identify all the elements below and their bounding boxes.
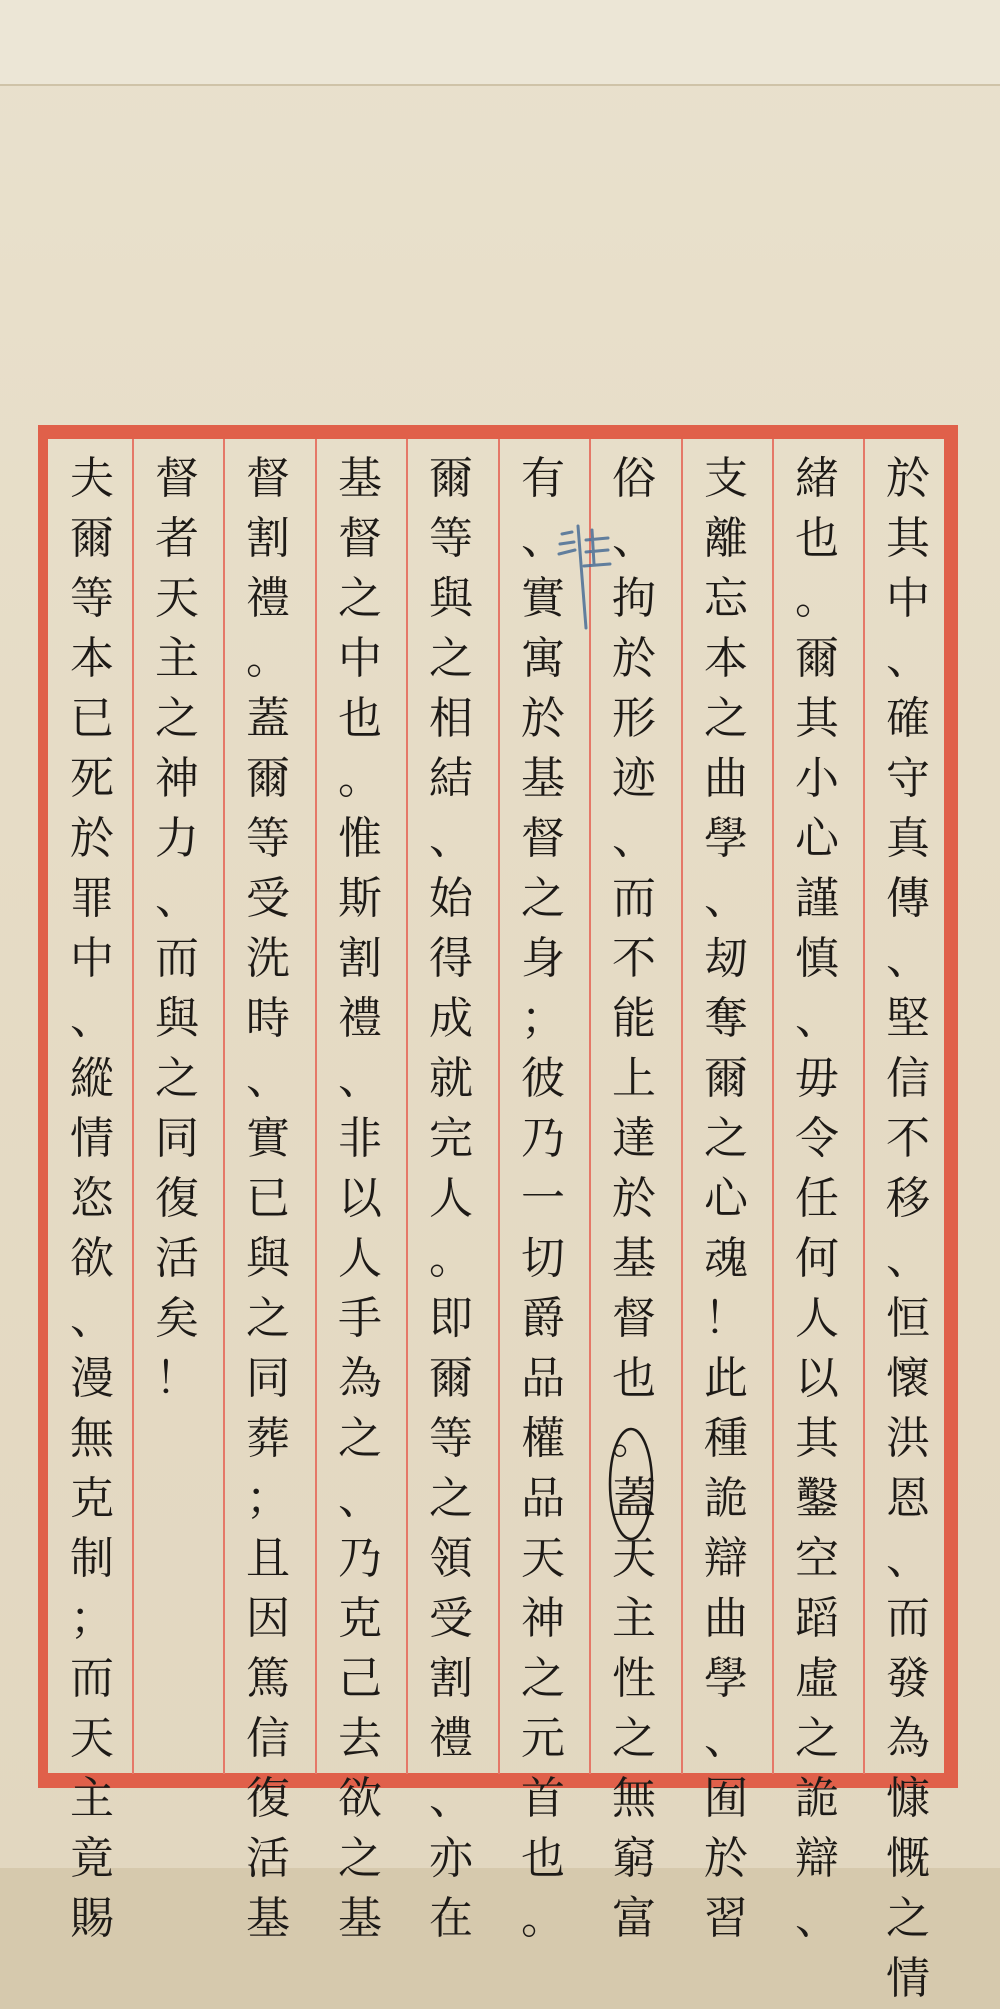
glyph: 身 (521, 933, 565, 984)
glyph: 活 (155, 1233, 199, 1284)
glyph: 、 (338, 1053, 382, 1104)
glyph: 、 (429, 1773, 473, 1824)
glyph: 欲 (338, 1773, 382, 1824)
glyph: 俗 (612, 453, 656, 504)
glyph: 情 (70, 1113, 114, 1164)
glyph: 心 (704, 1173, 748, 1224)
glyph: 惟 (338, 813, 382, 864)
glyph: 窮 (612, 1833, 656, 1884)
glyph: 等 (429, 513, 473, 564)
glyph: 爾 (704, 1053, 748, 1104)
glyph: 結 (429, 753, 473, 804)
glyph: 割 (429, 1653, 473, 1704)
glyph: 。 (612, 1413, 656, 1464)
glyph: 而 (612, 873, 656, 924)
glyph: 實 (521, 573, 565, 624)
glyph: 之 (429, 633, 473, 684)
glyph: 其 (795, 693, 839, 744)
glyph: 任 (795, 1173, 839, 1224)
glyph: 已 (70, 693, 114, 744)
glyph: 情 (886, 1953, 930, 2004)
glyph: 、 (704, 1713, 748, 1764)
glyph: 篤 (246, 1653, 290, 1704)
glyph: 為 (886, 1713, 930, 1764)
glyph: 此 (704, 1353, 748, 1404)
text-column (501, 449, 585, 1944)
glyph: 奪 (704, 993, 748, 1044)
glyph: 。 (795, 573, 839, 624)
glyph: 恣 (70, 1173, 114, 1224)
glyph: 相 (429, 693, 473, 744)
glyph: 、 (886, 633, 930, 684)
text-column (592, 449, 676, 1944)
glyph: 割 (246, 513, 290, 564)
ink-circle-annotation (606, 1425, 656, 1543)
glyph: 迹 (612, 753, 656, 804)
glyph: ； (521, 993, 565, 1044)
glyph: 辯 (795, 1833, 839, 1884)
glyph: 之 (338, 1413, 382, 1464)
glyph: 曲 (704, 1593, 748, 1644)
glyph: 完 (429, 1113, 473, 1164)
glyph: 時 (246, 993, 290, 1044)
glyph: 於 (612, 1173, 656, 1224)
glyph: 爾 (429, 453, 473, 504)
glyph: 得 (429, 933, 473, 984)
glyph: 、 (246, 1053, 290, 1104)
glyph: 習 (704, 1893, 748, 1944)
glyph: 恩 (886, 1473, 930, 1524)
glyph: 囿 (704, 1773, 748, 1824)
glyph: 、 (795, 1893, 839, 1944)
glyph: 之 (704, 693, 748, 744)
glyph: 爾 (429, 1353, 473, 1404)
glyph: 等 (429, 1413, 473, 1464)
glyph: 之 (155, 693, 199, 744)
glyph: 慨 (886, 1833, 930, 1884)
glyph: 爾 (70, 513, 114, 564)
glyph: 基 (338, 453, 382, 504)
glyph: 拘 (612, 573, 656, 624)
glyph: 本 (70, 633, 114, 684)
glyph: 神 (521, 1593, 565, 1644)
glyph: 、 (612, 513, 656, 564)
glyph: 主 (70, 1773, 114, 1824)
glyph: 之 (521, 1653, 565, 1704)
glyph: 也 (338, 693, 382, 744)
glyph: 督 (246, 453, 290, 504)
glyph: 權 (521, 1413, 565, 1464)
glyph: 天 (521, 1533, 565, 1584)
glyph: 爾 (246, 753, 290, 804)
glyph: 慷 (886, 1773, 930, 1824)
text-column (866, 449, 950, 2004)
glyph: 之 (521, 873, 565, 924)
glyph: 、 (338, 1473, 382, 1524)
glyph: 夫 (70, 453, 114, 504)
glyph: 信 (886, 1053, 930, 1104)
glyph: 同 (246, 1353, 290, 1404)
glyph: 在 (429, 1893, 473, 1944)
glyph: 漫 (70, 1353, 114, 1404)
glyph: 去 (338, 1713, 382, 1764)
glyph: 辯 (704, 1533, 748, 1584)
glyph: 基 (521, 753, 565, 804)
glyph: 以 (338, 1173, 382, 1224)
glyph: 達 (612, 1113, 656, 1164)
glyph: 等 (70, 573, 114, 624)
glyph: 也 (795, 513, 839, 564)
glyph: 彼 (521, 1053, 565, 1104)
glyph: 慎 (795, 933, 839, 984)
glyph: 一 (521, 1173, 565, 1224)
glyph: 力 (155, 813, 199, 864)
glyph: 死 (70, 753, 114, 804)
glyph: 也 (521, 1833, 565, 1884)
glyph: 制 (70, 1533, 114, 1584)
glyph: ； (70, 1593, 114, 1644)
glyph: 蹈 (795, 1593, 839, 1644)
glyph: 活 (246, 1833, 290, 1884)
glyph: 爵 (521, 1293, 565, 1344)
glyph: 其 (795, 1413, 839, 1464)
glyph: 令 (795, 1113, 839, 1164)
glyph: 之 (338, 573, 382, 624)
glyph: 心 (795, 813, 839, 864)
glyph: 與 (246, 1233, 290, 1284)
glyph: 信 (246, 1713, 290, 1764)
glyph: ； (246, 1473, 290, 1524)
glyph: 首 (521, 1773, 565, 1824)
glyph: 始 (429, 873, 473, 924)
glyph: 洪 (886, 1413, 930, 1464)
text-column (684, 449, 768, 1944)
glyph: 鑿 (795, 1473, 839, 1524)
glyph: 中 (886, 573, 930, 624)
glyph: 乃 (338, 1533, 382, 1584)
glyph: 成 (429, 993, 473, 1044)
glyph: 而 (70, 1653, 114, 1704)
glyph: 已 (246, 1173, 290, 1224)
glyph: 禮 (429, 1713, 473, 1764)
glyph: 人 (795, 1293, 839, 1344)
glyph: 而 (886, 1593, 930, 1644)
glyph: 且 (246, 1533, 290, 1584)
glyph: 詭 (704, 1473, 748, 1524)
glyph: 受 (246, 873, 290, 924)
column-rule (406, 439, 408, 1774)
glyph: 督 (521, 813, 565, 864)
glyph: 移 (886, 1173, 930, 1224)
text-column (775, 449, 859, 1944)
glyph: 等 (246, 813, 290, 864)
glyph: 品 (521, 1353, 565, 1404)
glyph: 受 (429, 1593, 473, 1644)
glyph: 與 (429, 573, 473, 624)
glyph: 無 (70, 1413, 114, 1464)
glyph: 於 (886, 453, 930, 504)
glyph: 曲 (704, 753, 748, 804)
glyph: 矣 (155, 1293, 199, 1344)
glyph: 於 (521, 693, 565, 744)
glyph: 罪 (70, 873, 114, 924)
glyph: 詭 (795, 1773, 839, 1824)
glyph: 毋 (795, 1053, 839, 1104)
glyph: 亦 (429, 1833, 473, 1884)
glyph: 、 (886, 933, 930, 984)
column-rule (315, 439, 317, 1774)
glyph: 、 (886, 1233, 930, 1284)
glyph: 乃 (521, 1113, 565, 1164)
glyph: 元 (521, 1713, 565, 1764)
glyph: 主 (612, 1593, 656, 1644)
glyph: 於 (612, 633, 656, 684)
glyph: 復 (246, 1773, 290, 1824)
glyph: 人 (429, 1173, 473, 1224)
glyph: 中 (70, 933, 114, 984)
glyph: 實 (246, 1113, 290, 1164)
glyph: 基 (246, 1893, 290, 1944)
glyph: 虛 (795, 1653, 839, 1704)
glyph: 品 (521, 1473, 565, 1524)
column-rule (498, 439, 500, 1774)
glyph: 堅 (886, 993, 930, 1044)
glyph: 支 (704, 453, 748, 504)
glyph: 。 (246, 633, 290, 684)
glyph: 恒 (886, 1293, 930, 1344)
glyph: 、 (612, 813, 656, 864)
glyph: 魂 (704, 1233, 748, 1284)
text-column (226, 449, 310, 1944)
glyph: 、 (886, 1533, 930, 1584)
glyph: 天 (155, 573, 199, 624)
glyph: 學 (704, 1653, 748, 1704)
text-column (135, 449, 219, 1769)
glyph: 克 (70, 1473, 114, 1524)
glyph: 督 (612, 1293, 656, 1344)
glyph: 守 (886, 753, 930, 804)
glyph: 種 (704, 1413, 748, 1464)
glyph: 人 (338, 1233, 382, 1284)
glyph: 忘 (704, 573, 748, 624)
glyph: 手 (338, 1293, 382, 1344)
glyph: 空 (795, 1533, 839, 1584)
glyph: 、 (70, 1293, 114, 1344)
glyph: 小 (795, 753, 839, 804)
glyph: 、 (795, 993, 839, 1044)
glyph: 離 (704, 513, 748, 564)
glyph: 。 (338, 753, 382, 804)
glyph: 督 (155, 453, 199, 504)
glyph: 確 (886, 693, 930, 744)
glyph: 者 (155, 513, 199, 564)
glyph: 基 (338, 1893, 382, 1944)
glyph: 洗 (246, 933, 290, 984)
glyph: 不 (612, 933, 656, 984)
column-rule (589, 439, 591, 1774)
glyph: 、 (70, 993, 114, 1044)
glyph: 與 (155, 993, 199, 1044)
glyph: 克 (338, 1593, 382, 1644)
glyph: 於 (70, 813, 114, 864)
glyph: 割 (338, 933, 382, 984)
glyph: 天 (612, 1533, 656, 1584)
glyph: 復 (155, 1173, 199, 1224)
glyph: 富 (612, 1893, 656, 1944)
glyph: 、 (429, 813, 473, 864)
glyph: ！ (704, 1293, 748, 1344)
glyph: 葬 (246, 1413, 290, 1464)
glyph: 神 (155, 753, 199, 804)
glyph: 禮 (338, 993, 382, 1044)
glyph: 寓 (521, 633, 565, 684)
glyph: 竟 (70, 1833, 114, 1884)
glyph: 非 (338, 1113, 382, 1164)
glyph: 而 (155, 933, 199, 984)
glyph: 之 (704, 1113, 748, 1164)
glyph: 形 (612, 693, 656, 744)
glyph: 傳 (886, 873, 930, 924)
glyph: 緒 (795, 453, 839, 504)
glyph: 蓋 (612, 1473, 656, 1524)
glyph: 真 (886, 813, 930, 864)
glyph: 也 (612, 1353, 656, 1404)
glyph: 即 (429, 1293, 473, 1344)
glyph: 於 (704, 1833, 748, 1884)
glyph: 有 (521, 453, 565, 504)
glyph: ！ (155, 1353, 199, 1404)
glyph: 不 (886, 1113, 930, 1164)
glyph: 督 (338, 513, 382, 564)
glyph: 賜 (70, 1893, 114, 1944)
glyph: 刼 (704, 933, 748, 984)
handwritten-margin-note (556, 520, 612, 630)
glyph: 之 (795, 1713, 839, 1764)
glyph: 欲 (70, 1233, 114, 1284)
glyph: 己 (338, 1653, 382, 1704)
glyph: 發 (886, 1653, 930, 1704)
glyph: 同 (155, 1113, 199, 1164)
glyph: 之 (246, 1293, 290, 1344)
glyph: 其 (886, 513, 930, 564)
column-rule (681, 439, 683, 1774)
glyph: 切 (521, 1233, 565, 1284)
text-column (318, 449, 402, 1944)
glyph: 能 (612, 993, 656, 1044)
glyph: 之 (886, 1893, 930, 1944)
glyph: 懷 (886, 1353, 930, 1404)
glyph: 天 (70, 1713, 114, 1764)
glyph: 蓋 (246, 693, 290, 744)
glyph: 何 (795, 1233, 839, 1284)
glyph: 。 (429, 1233, 473, 1284)
glyph: 以 (795, 1353, 839, 1404)
glyph: 爾 (795, 633, 839, 684)
glyph: 主 (155, 633, 199, 684)
glyph: 中 (338, 633, 382, 684)
glyph: 之 (612, 1713, 656, 1764)
glyph: 、 (521, 513, 565, 564)
glyph: 謹 (795, 873, 839, 924)
glyph: 本 (704, 633, 748, 684)
glyph: 學 (704, 813, 748, 864)
glyph: 縱 (70, 1053, 114, 1104)
glyph: 無 (612, 1773, 656, 1824)
column-rule (223, 439, 225, 1774)
column-rule (863, 439, 865, 1774)
glyph: 之 (429, 1473, 473, 1524)
page-top-edge (0, 0, 1000, 86)
glyph: 。 (521, 1893, 565, 1944)
glyph: 就 (429, 1053, 473, 1104)
glyph: 因 (246, 1593, 290, 1644)
glyph: 、 (704, 873, 748, 924)
text-column (50, 449, 134, 1944)
margin-note-strokes (556, 520, 612, 630)
glyph: 之 (155, 1053, 199, 1104)
glyph: 性 (612, 1653, 656, 1704)
glyph: 、 (155, 873, 199, 924)
glyph: 上 (612, 1053, 656, 1104)
glyph: 為 (338, 1353, 382, 1404)
column-rule (772, 439, 774, 1774)
glyph: 領 (429, 1533, 473, 1584)
glyph: 之 (338, 1833, 382, 1884)
glyph: 基 (612, 1233, 656, 1284)
glyph: 禮 (246, 573, 290, 624)
glyph: 斯 (338, 873, 382, 924)
text-column (409, 449, 493, 1944)
